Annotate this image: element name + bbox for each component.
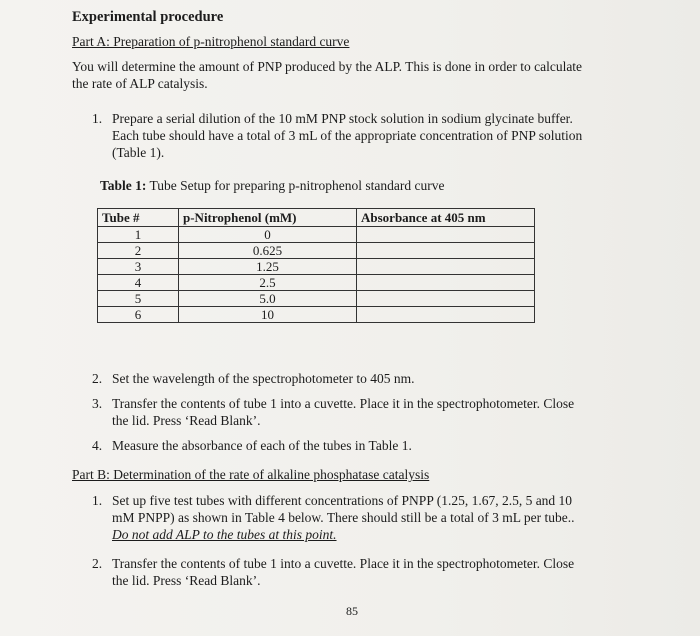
cell-tube: 2 (98, 243, 179, 259)
step-number: 2. (92, 371, 103, 386)
step-number: 4. (92, 438, 103, 453)
cell-absorbance (357, 243, 535, 259)
step-number: 1. (92, 493, 103, 508)
intro-line: the rate of ALP catalysis. (72, 76, 208, 91)
part-a-intro (72, 58, 582, 92)
part-b-step-1 (92, 492, 672, 546)
table-row (98, 243, 535, 259)
page-number: 85 (346, 604, 358, 618)
cell-tube: 6 (98, 307, 179, 323)
cell-tube: 1 (98, 227, 179, 243)
step-text (112, 492, 575, 543)
table-header-row (98, 209, 535, 227)
table-row (98, 275, 535, 291)
step-line: Each tube should have a total of 3 mL of the appropriate concentration of PNP solution (112, 128, 583, 143)
step-line: Transfer the contents of tube 1 into a cuvette. Place it in the spectrophotometer. Close (112, 556, 575, 571)
step-text (112, 110, 582, 161)
step-line: Prepare a serial dilution of the 10 mM PNP stock solution in sodium glycinate buffer. (112, 111, 573, 126)
cell-absorbance (357, 307, 535, 323)
part-a-step-1 (92, 110, 672, 164)
table-row (98, 227, 535, 243)
table-caption-text: Tube Setup for preparing p-nitrophenol standard curve (146, 178, 445, 193)
step-line: Measure the absorbance of each of the tubes in Table 1. (112, 438, 412, 453)
step-text (112, 555, 574, 589)
cell-absorbance (357, 259, 535, 275)
intro-line: You will determine the amount of PNP produced by the ALP. This is done in order to calculate (72, 59, 583, 74)
step-number: 1. (92, 111, 103, 126)
cell-absorbance (357, 291, 535, 307)
table-row (98, 259, 535, 275)
step-number: 3. (92, 396, 103, 411)
table-caption (100, 178, 444, 194)
cell-tube: 3 (98, 259, 179, 275)
part-b-title: Part B: Determination of the rate of alkaline phosphatase catalysis (72, 467, 430, 482)
table-row (98, 291, 535, 307)
step-line: the lid. Press ‘Read Blank’. (112, 573, 261, 588)
cell-absorbance (357, 227, 535, 243)
step-line: Transfer the contents of tube 1 into a cuvette. Place it in the spectrophotometer. Close (112, 396, 575, 411)
cell-concentration: 0.625 (179, 243, 357, 259)
step-line: the lid. Press ‘Read Blank’. (112, 413, 261, 428)
cell-concentration: 10 (179, 307, 357, 323)
step-line: mM PNPP) as shown in Table 4 below. There should still be a total of 3 mL per tube.. (112, 510, 575, 525)
header-absorbance: Absorbance at 405 nm (357, 209, 535, 227)
cell-tube: 5 (98, 291, 179, 307)
step-line: Set the wavelength of the spectrophotometer to 405 nm. (112, 371, 415, 386)
step-line: (Table 1). (112, 145, 165, 160)
part-a-step-2 (92, 370, 672, 388)
table-caption-label: Table 1: (100, 178, 147, 193)
header-tube: Tube # (98, 209, 179, 227)
cell-concentration: 0 (179, 227, 357, 243)
tube-setup-table (97, 208, 535, 323)
cell-tube: 4 (98, 275, 179, 291)
part-a-title: Part A: Preparation of p-nitrophenol standard curve (72, 34, 350, 49)
section-heading: Experimental procedure (72, 9, 224, 25)
step-text (112, 395, 574, 429)
cell-concentration: 5.0 (179, 291, 357, 307)
part-a-step-4 (92, 437, 672, 455)
cell-absorbance (357, 275, 535, 291)
table-row (98, 307, 535, 323)
cell-concentration: 2.5 (179, 275, 357, 291)
step-line-emphasis: Do not add ALP to the tubes at this point. (112, 527, 337, 542)
part-a-step-3 (92, 395, 672, 431)
header-p-nitrophenol: p-Nitrophenol (mM) (179, 209, 357, 227)
part-b-step-2 (92, 555, 672, 591)
cell-concentration: 1.25 (179, 259, 357, 275)
step-number: 2. (92, 556, 103, 571)
step-line: Set up five test tubes with different concentrations of PNPP (1.25, 1.67, 2.5, 5 and 10 (112, 493, 573, 508)
